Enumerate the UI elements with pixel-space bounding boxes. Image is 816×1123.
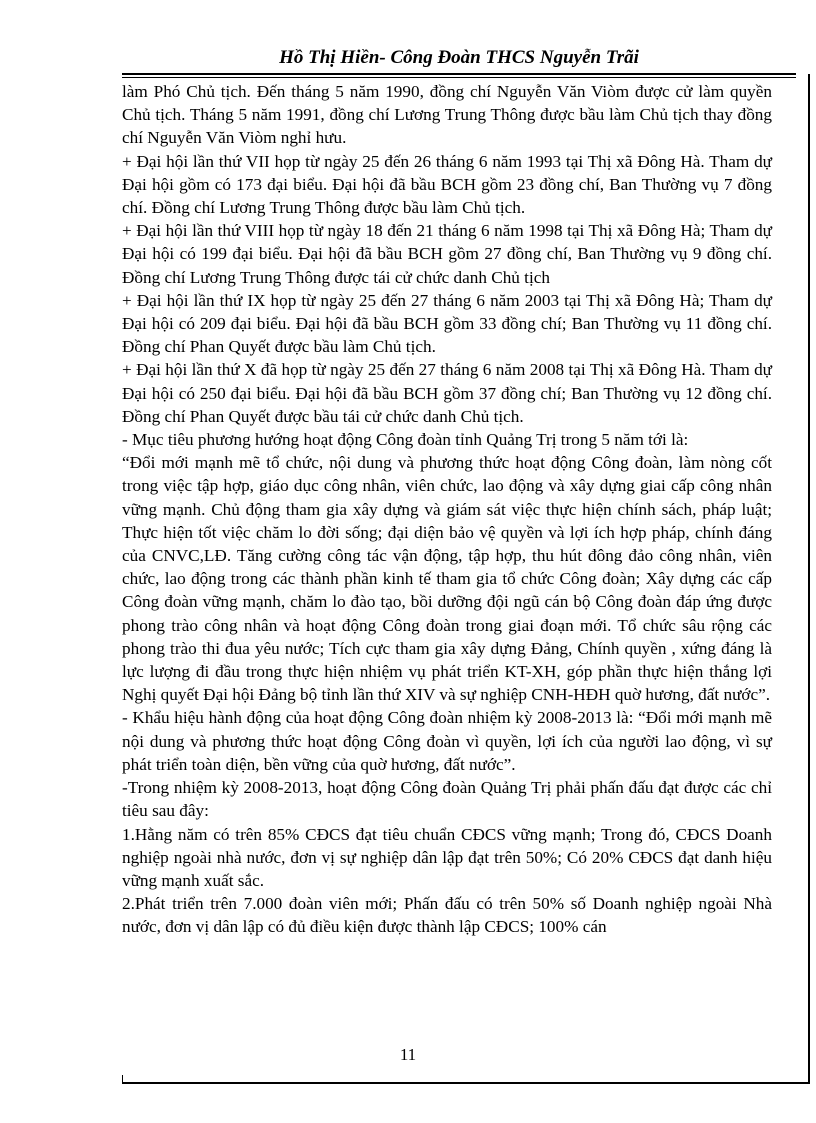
paragraph: + Đại hội lần thứ IX họp từ ngày 25 đến 27 tháng 6 năm 2003 tại Thị xã Đông Hà; Tham dự Đại hội có 209 đại biểu. Đại hội đã bầu BCH gồm 33 đồng chí; Ban Thường vụ 11 đồng chí. Đồng chí Phan Quyết được bầu làm Chủ tịch. xyxy=(122,290,772,357)
paragraph: + Đại hội lần thứ VII họp từ ngày 25 đến 26 tháng 6 năm 1993 tại Thị xã Đông Hà. Tham dự Đại hội gồm có 173 đại biểu. Đại hội đã bầu BCH gồm 23 đồng chí, Ban Thường vụ 7 đồng chí. Đồng chí Lương Trung Thông được bầu làm Chủ tịch. xyxy=(122,151,772,218)
body-text xyxy=(122,80,772,939)
page-border-left-tick xyxy=(122,1075,123,1083)
paragraph: 1.Hằng năm có trên 85% CĐCS đạt tiêu chuẩn CĐCS vững mạnh; Trong đó, CĐCS Doanh nghiệp ngoài nhà nước, đơn vị sự nghiệp dân lập đạt trên 50%; Có 20% CĐCS đạt danh hiệu vững mạnh xuất sắc. xyxy=(122,824,772,890)
paragraph: - Khẩu hiệu hành động của hoạt động Công đoàn nhiệm kỳ 2008-2013 là: “Đổi mới mạnh mẽ nội dung và phương thức hoạt động Công đoàn vì quyền, lợi ích của người lao động, vì sự phát triển toàn diện, bền vững của quờ hương, đất nước”. xyxy=(122,708,772,774)
header-rule-thin xyxy=(122,77,796,78)
page-border-bottom xyxy=(122,1082,809,1084)
paragraph: - Mục tiêu phương hướng hoạt động Công đoàn tỉnh Quảng Trị trong 5 năm tới là: xyxy=(122,430,689,450)
paragraph: “Đổi mới mạnh mẽ tổ chức, nội dung và phương thức hoạt động Công đoàn, làm nòng cốt trong việc tập hợp, giáo dục công nhân, viên chức, lao động và xây dựng giai cấp công nhân vững mạnh. Chủ động tham gia xây dựng và giám sát việc thực hiện chính sách, pháp luật; Thực hiện tốt việc chăm lo đời sống; đại diện bảo vệ quyền và lợi ích hợp pháp, chính đáng của CNVC,LĐ. Tăng cường công tác vận động, tập hợp, thu hút đông đảo công nhân, viên chức, lao động trong các thành phần kinh tế tham gia tổ chức Công đoàn; Xây dựng các cấp Công đoàn vững mạnh, chăm lo đào tạo, bồi dưỡng đội ngũ cán bộ Công đoàn đáp ứng được phong trào công nhân và hoạt động Công đoàn trong giai đoạn mới. Tổ chức sâu rộng các phong trào thi đua yêu nước; Tích cực tham gia xây dựng Đảng, Chính quyền , xứng đáng là lực lượng đi đầu trong thực hiện nhiệm vụ phát triển KT-XH, góp phần thực hiện thắng lợi Nghị quyết Đại hội Đảng bộ tỉnh lần thứ XIV và sự nghiệp CNH-HĐH quờ hương, đất nước”. xyxy=(122,453,772,705)
page-border-right xyxy=(808,74,810,1084)
page-header: Hồ Thị Hiền- Công Đoàn THCS Nguyễn Trãi xyxy=(279,47,639,68)
paragraph: + Đại hội lần thứ VIII họp từ ngày 18 đến 21 tháng 6 năm 1998 tại Thị xã Đông Hà; Tham dự Đại hội có 199 đại biểu. Đại hội đã bầu BCH gồm 27 đồng chí, Ban Thường vụ 9 đồng chí. Đồng chí Lương Trung Thông được tái cử chức danh Chủ tịch xyxy=(122,221,772,287)
paragraph: -Trong nhiệm kỳ 2008-2013, hoạt động Công đoàn Quảng Trị phải phấn đấu đạt được các chỉ tiêu sau đây: xyxy=(122,778,772,821)
paragraph: + Đại hội lần thứ X đã họp từ ngày 25 đến 27 tháng 6 năm 2008 tại Thị xã Đông Hà. Tham dự Đại hội có 250 đại biểu. Đại hội đã bầu BCH gồm 37 đồng chí; Ban Thường vụ 12 đồng chí. Đồng chí Phan Quyết được bầu tái cử chức danh Chủ tịch. xyxy=(122,360,772,426)
paragraph: làm Phó Chủ tịch. Đến tháng 5 năm 1990, đồng chí Nguyễn Văn Viòm được cử làm quyền Chủ tịch. Tháng 5 năm 1991, đồng chí Lương Trung Thông được bầu làm Chủ tịch thay đồng chí Nguyễn Văn Viòm nghỉ hưu. xyxy=(122,82,772,148)
paragraph: 2.Phát triển trên 7.000 đoàn viên mới; Phấn đấu có trên 50% số Doanh nghiệp ngoài Nhà nước, đơn vị dân lập có đủ điều kiện được thành lập CĐCS; 100% cán xyxy=(122,894,772,937)
header-rule xyxy=(122,73,796,75)
page-number: 11 xyxy=(399,1045,417,1064)
